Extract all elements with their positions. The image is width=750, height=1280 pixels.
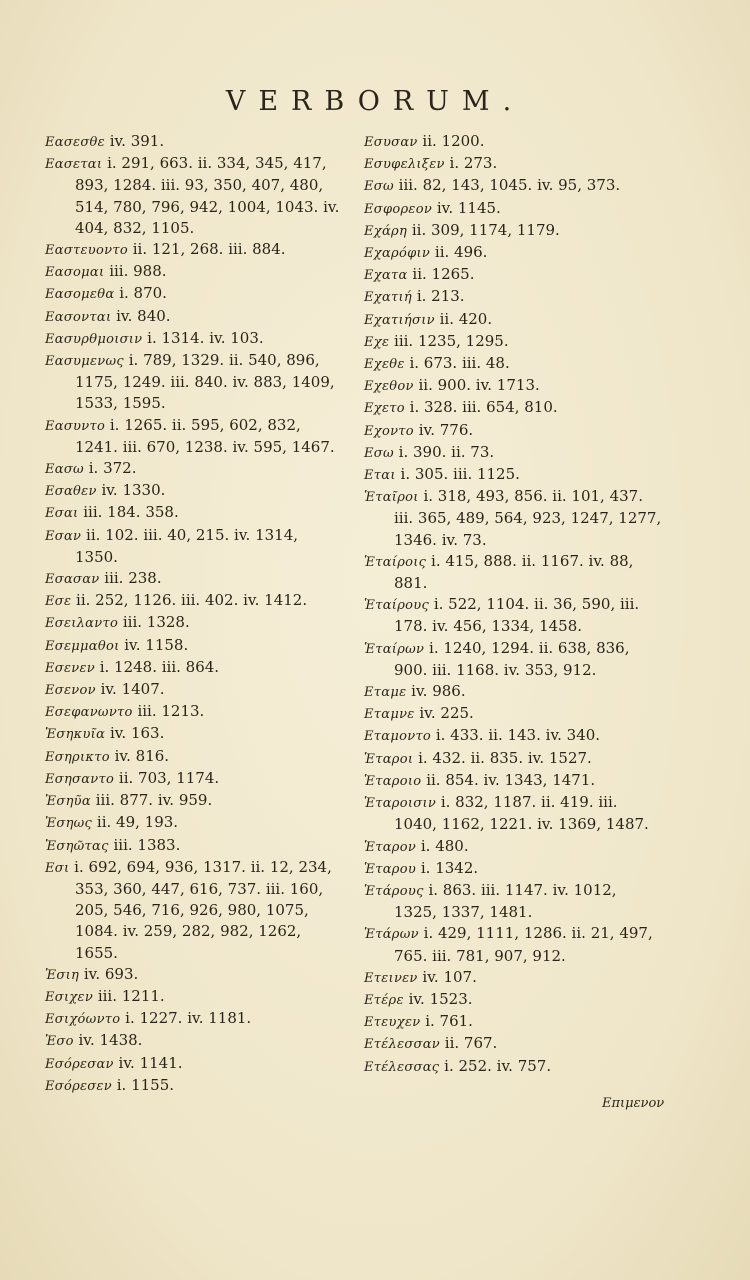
headword: Ἑταροιο (364, 773, 422, 789)
headword: Εσιχεν (45, 989, 94, 1005)
index-entry (364, 375, 664, 397)
references: ii. 121, 268. iii. 884. (132, 240, 286, 259)
headword: Εχεθον (364, 379, 414, 395)
references: ii. 309, 1174, 1179. (411, 220, 560, 239)
index-entry (364, 264, 664, 286)
index-entry (364, 594, 664, 637)
headword: Ἑταρου (364, 861, 417, 877)
references: iii. 1235, 1295. (394, 331, 509, 350)
index-entry (45, 612, 345, 634)
references: iv. 163. (109, 724, 165, 743)
index-entry (364, 309, 664, 331)
headword: Εσαι (45, 506, 79, 522)
index-entry (45, 350, 345, 415)
references: ii. 252, 1126. iii. 402. iv. 1412. (76, 591, 308, 610)
references: iv. 840. (116, 306, 171, 325)
headword: Ἐσο (45, 1034, 74, 1050)
index-entry (364, 486, 664, 551)
headword: Ἐσιη (45, 967, 80, 983)
headword: Ἑταροισιν (364, 796, 437, 812)
headword: Εσασαν (45, 572, 100, 588)
index-entry (364, 725, 664, 747)
references: ii. 496. (434, 243, 488, 262)
index-entry (364, 703, 664, 725)
references: i. 252. iv. 757. (444, 1056, 552, 1075)
headword: Εσόρεσαν (45, 1056, 114, 1072)
headword: Εχε (364, 334, 390, 350)
index-entry (45, 701, 345, 723)
headword: Εασεται (45, 157, 103, 173)
headword: Εσω (364, 179, 394, 195)
headword: Εχοντο (364, 423, 414, 439)
index-entry (45, 261, 345, 283)
index-entry (45, 790, 345, 812)
references: i. 372. (88, 459, 137, 478)
index-entry (364, 551, 664, 594)
headword: Εχατιή (364, 290, 413, 306)
headword: Εσω (364, 445, 394, 461)
references: iv. 391. (109, 132, 165, 150)
references: i. 291, 663. ii. 334, 345, 417, 893, 1284. iii. 93, 350, 407, 480, 514, 780, 796, 942, 1004, 1043. iv. 404, 832, 1105. (75, 154, 340, 237)
references: ii. 1265. (412, 265, 475, 284)
references: i. 1342. (420, 858, 479, 877)
index-entry (364, 242, 664, 264)
index-entry (45, 812, 345, 834)
references: ii. 854. iv. 1343, 1471. (426, 770, 596, 789)
references: iv. 1145. (436, 198, 501, 217)
index-entry (45, 590, 345, 612)
index-entry (364, 858, 664, 880)
references: iv. 693. (83, 964, 139, 983)
headword: Εχαρόφιν (364, 246, 431, 262)
index-entry (45, 679, 345, 701)
index-entry (45, 458, 345, 480)
index-entry (364, 331, 664, 353)
references: ii. 767. (444, 1034, 498, 1053)
index-entry (364, 220, 664, 242)
index-entry (45, 153, 345, 239)
references: i. 433. ii. 143. iv. 340. (435, 726, 601, 745)
index-entry (45, 964, 345, 986)
headword: Εσαν (45, 528, 82, 544)
index-entry (364, 353, 664, 375)
references: ii. 49, 193. (96, 813, 179, 832)
references: i. 870. (119, 284, 167, 303)
headword: Εσησαντο (45, 771, 115, 787)
references: iv. 1141. (118, 1053, 183, 1072)
index-entry (364, 1056, 664, 1078)
headword: Εσφορεον (364, 201, 433, 217)
index-entry (45, 239, 345, 261)
index-entry (364, 1033, 664, 1055)
references: i. 305. iii. 1125. (400, 465, 520, 484)
headword: Εσεφανωντο (45, 705, 133, 721)
headword: Εαστευοντο (45, 243, 128, 259)
references: i. 318, 493, 856. ii. 101, 437. iii. 365, 489, 564, 923, 1247, 1277, 1346. iv. 73. (394, 487, 662, 549)
references: i. 863. iii. 1147. iv. 1012, 1325, 1337, 1481. (394, 880, 617, 922)
headword: Εσιχόωντο (45, 1012, 121, 1028)
references: i. 761. (425, 1012, 473, 1031)
index-entry (45, 306, 345, 328)
headword: Εασυρθμοισιν (45, 331, 143, 347)
index-entry (364, 397, 664, 419)
index-entry (45, 723, 345, 745)
references: ii. 102. iii. 40, 215. iv. 1314, 1350. (75, 525, 299, 566)
headword: Ἑταίρων (364, 641, 425, 657)
index-entry (364, 638, 664, 681)
references: ii. 703, 1174. (118, 768, 220, 787)
index-entry (364, 175, 664, 197)
headword: Ἐσηκυῖα (45, 727, 106, 743)
headword: Εασομαι (45, 265, 105, 281)
headword: Εασυντο (45, 418, 106, 434)
index-entry (45, 746, 345, 768)
references: i. 432. ii. 835. iv. 1527. (418, 748, 592, 767)
references: i. 1240, 1294. ii. 638, 836, 900. iii. 1168. iv. 353, 912. (394, 638, 630, 679)
headword: Εσεμμαθοι (45, 638, 120, 654)
headword: Εταμοντο (364, 729, 432, 745)
headword: Εασυμενως (45, 354, 124, 370)
index-entry (45, 1008, 345, 1030)
references: i. 429, 1111, 1286. ii. 21, 497, 765. iii. 781, 907, 912. (394, 924, 653, 965)
index-entry (45, 525, 345, 568)
headword: Ἑτάρους (364, 883, 424, 899)
index-entry (364, 442, 664, 464)
references: i. 832, 1187. ii. 419. iii. 1040, 1162, 1221. iv. 1369, 1487. (394, 793, 649, 834)
headword: Εχετο (364, 401, 405, 417)
headword: Εσενον (45, 683, 96, 699)
references: iii. 877. iv. 959. (95, 791, 213, 810)
headword: Ἑταῖροι (364, 490, 419, 506)
headword: Ἐσηως (45, 816, 93, 832)
index-entry (364, 770, 664, 792)
references: i. 213. (416, 287, 465, 306)
references: i. 1155. (116, 1075, 175, 1094)
references: iv. 1407. (100, 680, 165, 699)
references: iv. 1438. (78, 1031, 143, 1050)
headword: Εχατιήσιν (364, 312, 435, 328)
headword: Ετευχεν (364, 1015, 421, 1031)
references: i. 390. ii. 73. (398, 442, 495, 461)
index-entry (45, 768, 345, 790)
index-entry (45, 283, 345, 305)
references: ii. 1200. (422, 132, 485, 150)
index-entry (364, 792, 664, 835)
index-entry (45, 1053, 345, 1075)
headword: Εχάρη (364, 223, 408, 239)
headword: Ἑταροι (364, 751, 414, 767)
index-entry (45, 328, 345, 350)
index-entry (45, 502, 345, 524)
headword: Εσειλαντο (45, 616, 119, 632)
references: i. 480. (420, 836, 469, 855)
headword: Εσενεν (45, 660, 95, 676)
headword: Ἑταρον (364, 839, 417, 855)
headword: Εασω (45, 462, 84, 478)
references: i. 415, 888. ii. 1167. iv. 88, 881. (394, 551, 634, 593)
index-entry (364, 464, 664, 486)
index-entry (45, 657, 345, 679)
headword: Εταμνε (364, 707, 415, 723)
references: i. 1314. iv. 103. (147, 328, 264, 347)
headword: Εσαθεν (45, 484, 97, 500)
headword: Ἐσηῶτας (45, 838, 109, 854)
catchword: Επιμενον (602, 1096, 665, 1111)
references: iv. 225. (419, 704, 474, 723)
index-entry (364, 131, 664, 153)
headword: Ετεινεν (364, 970, 418, 986)
references: iii. 1211. (97, 986, 165, 1005)
references: i. 1265. ii. 595, 602, 832, 1241. iii. 670, 1238. iv. 595, 1467. (75, 415, 335, 456)
references: iv. 107. (422, 967, 477, 986)
references: iii. 1383. (113, 835, 181, 854)
headword: Ετέλεσσας (364, 1059, 440, 1075)
references: i. 692, 694, 936, 1317. ii. 12, 234, 353, 360, 447, 616, 737. iii. 160, 205, 546, 716, 926, 980, 1075, 1084. iv. 259, 282, 982, 1262, 1655. (74, 857, 332, 962)
index-entry (364, 420, 664, 442)
headword: Ετέλεσσαν (364, 1037, 441, 1053)
headword: Εσι (45, 860, 70, 876)
references: i. 328. iii. 654, 810. (409, 398, 558, 417)
index-entry (364, 1011, 664, 1033)
references: iii. 988. (109, 262, 167, 281)
references: i. 522, 1104. ii. 36, 590, iii. 178. iv. 456, 1334, 1458. (394, 595, 640, 636)
references: ii. 900. iv. 1713. (418, 376, 540, 395)
headword: Εσυσαν (364, 135, 418, 150)
references: iii. 238. (104, 569, 162, 588)
headword: Εσυφελιξεν (364, 157, 445, 173)
references: i. 1248. iii. 864. (99, 657, 220, 676)
index-entry (45, 857, 345, 964)
index-entry (364, 880, 664, 923)
headword: Ἑταίρους (364, 598, 430, 614)
index-entry (45, 986, 345, 1008)
headword: Εχεθε (364, 357, 405, 373)
headword: Ἑταίροις (364, 554, 427, 570)
index-entry (45, 568, 345, 590)
page-title: VERBORUM. (225, 86, 525, 117)
headword: Εσηρικτο (45, 749, 110, 765)
references: iii. 82, 143, 1045. iv. 95, 373. (398, 176, 621, 195)
headword: Εσόρεσεν (45, 1078, 112, 1094)
references: iii. 184. 358. (83, 503, 179, 522)
index-entry (364, 153, 664, 175)
left-column (45, 131, 345, 1097)
headword: Εχατα (364, 268, 408, 284)
index-entry (364, 967, 664, 989)
index-entry (45, 480, 345, 502)
headword: Εασονται (45, 309, 112, 325)
headword: Εσε (45, 594, 72, 610)
references: ii. 420. (439, 309, 493, 328)
index-entry (364, 198, 664, 220)
right-column (364, 131, 664, 1078)
headword: Ἑτάρων (364, 927, 419, 943)
index-entry (45, 1075, 345, 1097)
index-entry (364, 681, 664, 703)
headword: Ετέρε (364, 992, 404, 1008)
references: i. 673. iii. 48. (409, 354, 510, 373)
references: iv. 986. (411, 682, 466, 701)
references: i. 1227. iv. 1181. (125, 1009, 252, 1028)
headword: Εασομεθα (45, 287, 115, 303)
references: iv. 1523. (408, 989, 473, 1008)
references: iv. 1330. (101, 481, 166, 500)
index-entry (45, 131, 345, 153)
references: iv. 816. (114, 746, 170, 765)
index-entry (364, 286, 664, 308)
index-entry (364, 989, 664, 1011)
index-entry (364, 923, 664, 966)
headword: Εται (364, 468, 396, 484)
index-entry (364, 748, 664, 770)
references: i. 273. (449, 154, 498, 173)
headword: Εταμε (364, 685, 407, 701)
references: i. 789, 1329. ii. 540, 896, 1175, 1249. iii. 840. iv. 883, 1409, 1533, 1595. (75, 351, 335, 413)
index-entry (45, 835, 345, 857)
references: iii. 1213. (137, 702, 205, 721)
index-entry (45, 415, 345, 458)
headword: Εασεσθε (45, 135, 105, 150)
headword: Ἐσηῦα (45, 794, 91, 810)
references: iv. 1158. (124, 635, 189, 654)
references: iv. 776. (418, 420, 474, 439)
index-entry (45, 1030, 345, 1052)
references: iii. 1328. (122, 613, 190, 632)
index-entry (45, 635, 345, 657)
index-entry (364, 836, 664, 858)
